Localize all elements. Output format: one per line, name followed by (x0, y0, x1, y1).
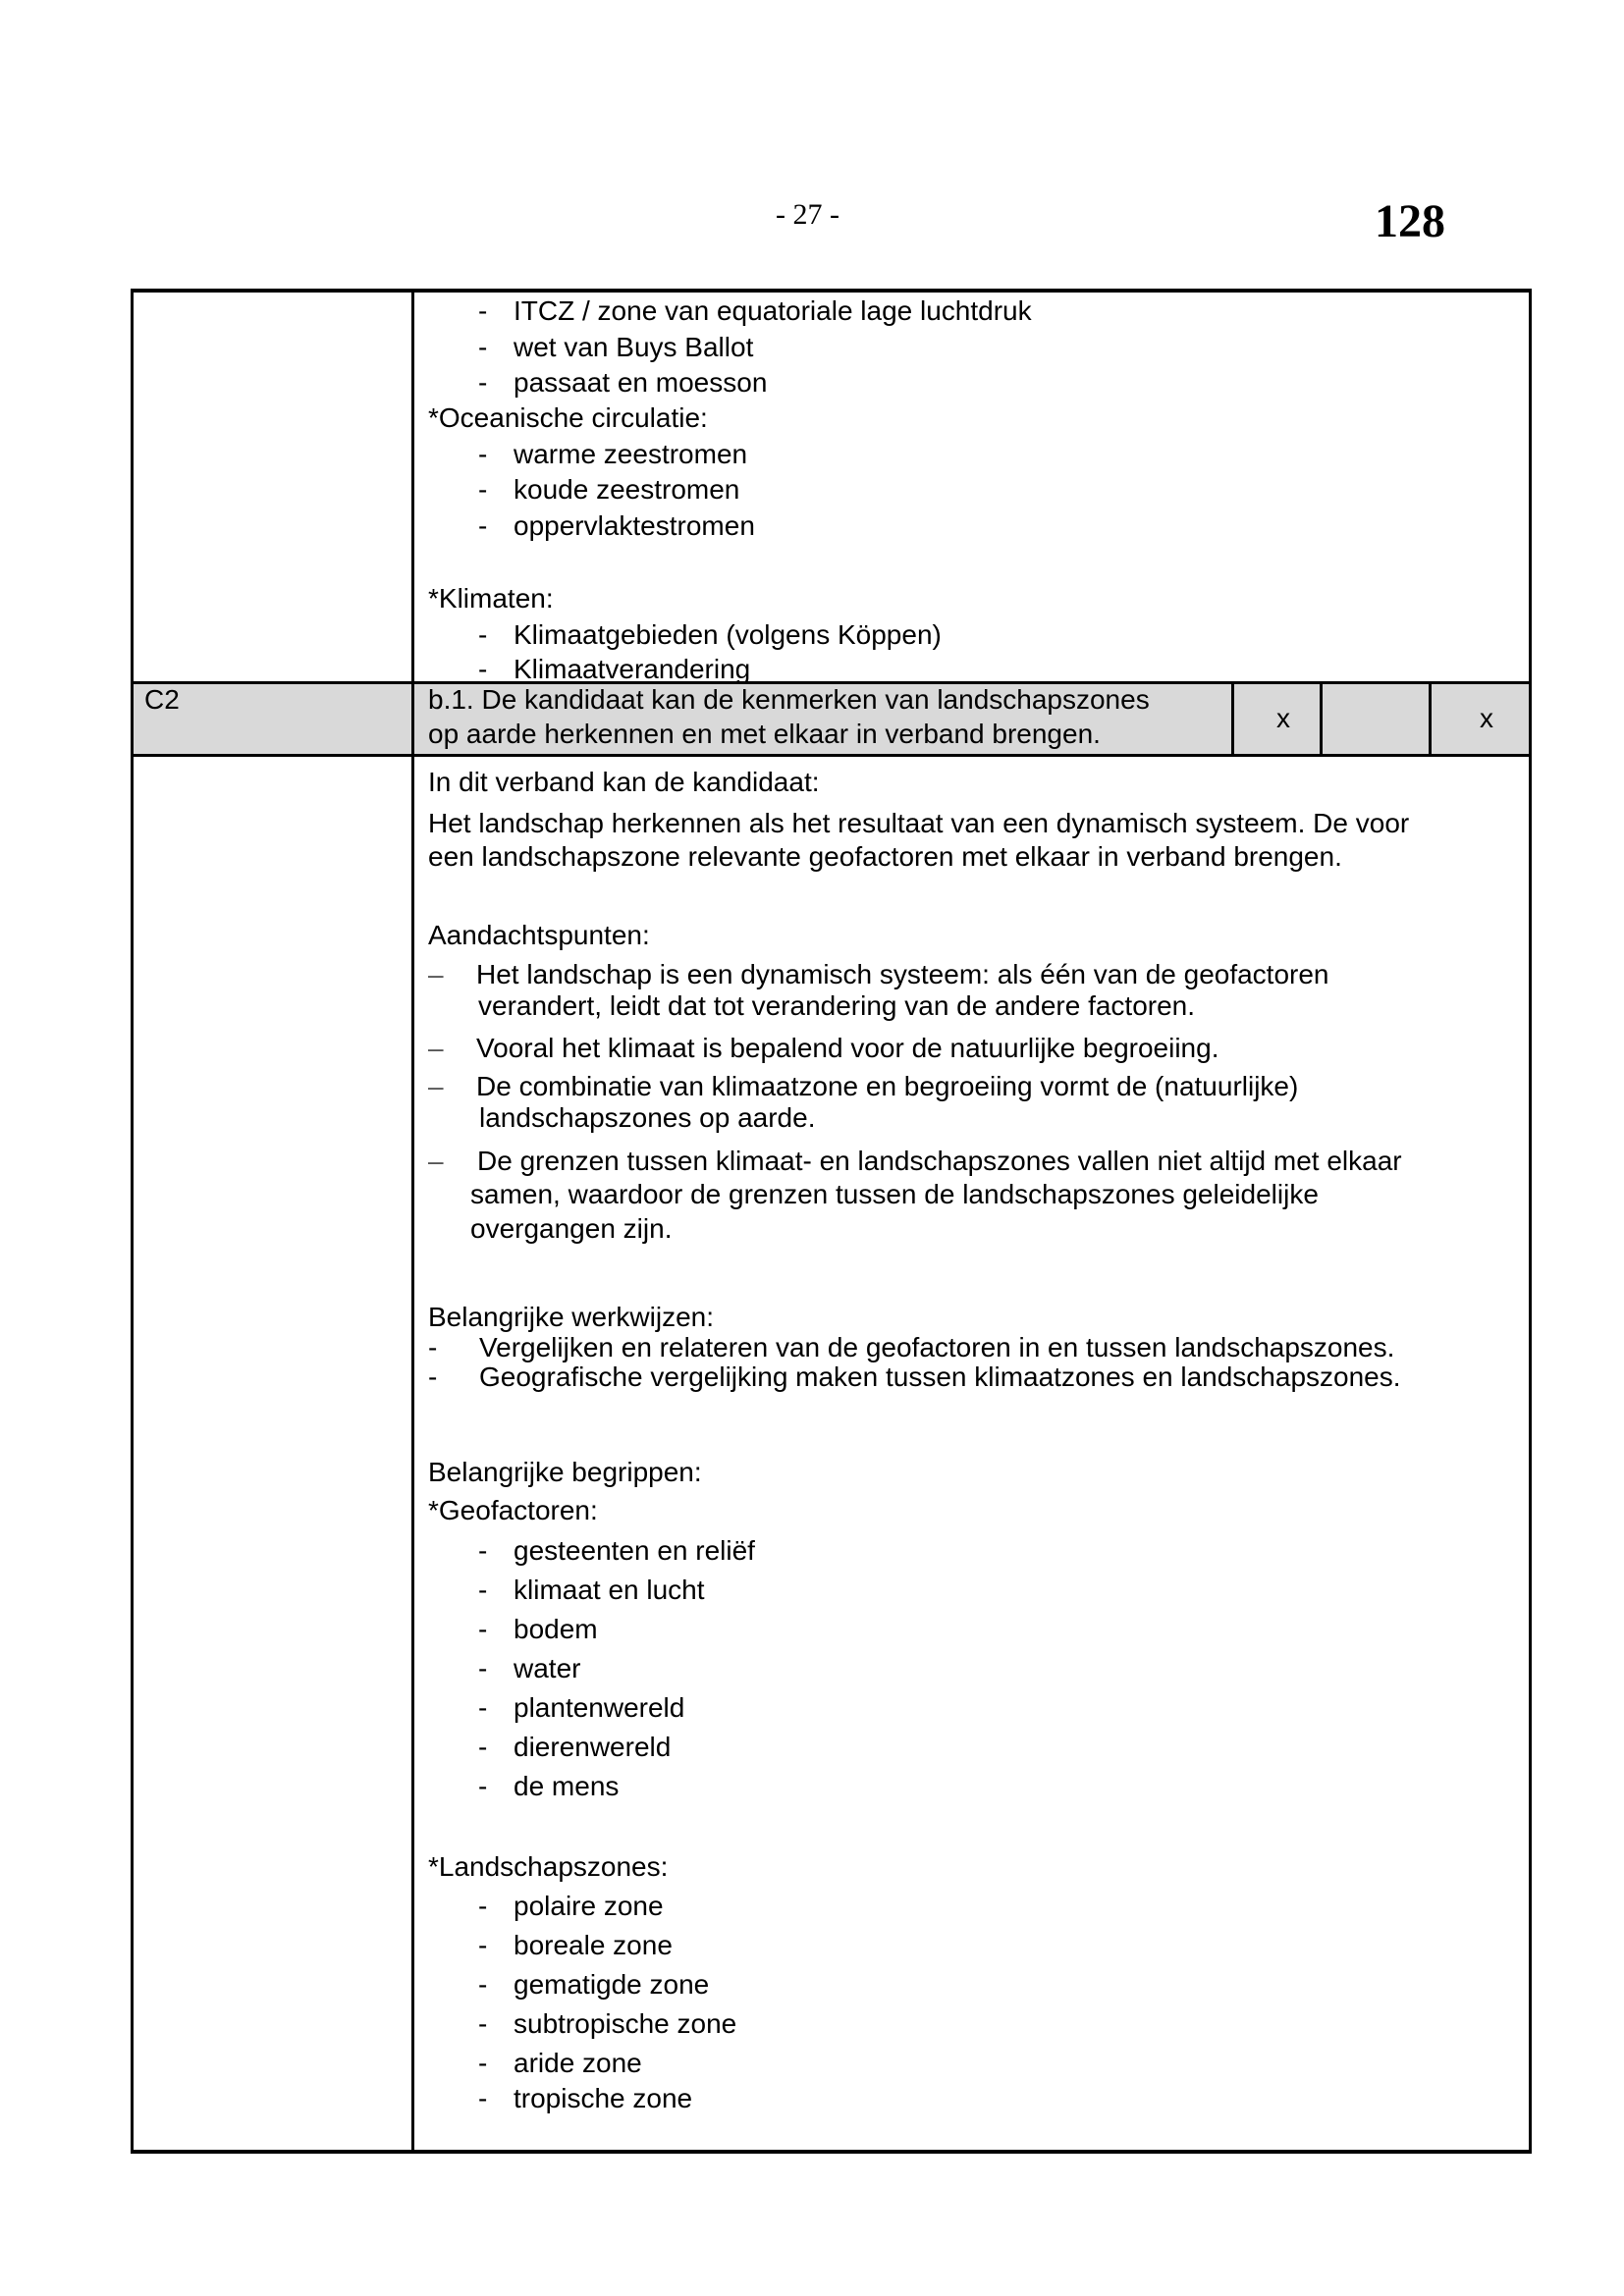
en-dash-bullet: – (428, 1071, 444, 1101)
bullet-dash: - (478, 1732, 488, 1762)
bullet-dash: - (478, 1969, 488, 2000)
intro-line: Het landschap herkennen als het resultaat van een dynamisch systeem. De voor (428, 808, 1410, 838)
list-item: Geografische vergelijking maken tussen klimaatzones en landschapszones. (479, 1362, 1401, 1392)
en-dash-bullet: – (428, 1146, 444, 1176)
list-item: water (514, 1653, 581, 1683)
bullet-dash: - (478, 474, 488, 505)
objective-description-line: op aarde herkennen en met elkaar in verband brengen. (428, 719, 1101, 749)
bullet-dash: - (478, 619, 488, 650)
bullet-dash: - (478, 367, 488, 398)
list-item: passaat en moesson (514, 367, 768, 398)
list-item: ITCZ / zone van equatoriale lage luchtdruk (514, 295, 1032, 326)
bullet-dash: - (478, 1535, 488, 1566)
bullet-dash: - (478, 332, 488, 362)
bullet-dash: - (478, 510, 488, 541)
bullet-dash: - (478, 439, 488, 469)
bullet-dash: - (478, 1653, 488, 1683)
bullet-dash: - (478, 2008, 488, 2039)
bullet-dash: - (478, 1692, 488, 1723)
list-item: dierenwereld (514, 1732, 672, 1762)
en-dash-bullet: – (428, 959, 444, 989)
list-item: Klimaatgebieden (volgens Köppen) (514, 619, 942, 650)
en-dash-bullet: – (428, 1033, 444, 1063)
list-item-line: Vooral het klimaat is bepalend voor de natuurlijke begroeiing. (476, 1033, 1219, 1063)
column-divider (411, 289, 414, 2154)
list-item-line: De combinatie van klimaatzone en begroeiing vormt de (natuurlijke) (476, 1071, 1299, 1101)
bullet-dash: - (478, 1891, 488, 1921)
list-item: tropische zone (514, 2083, 693, 2113)
section-heading: *Landschapszones: (428, 1851, 669, 1882)
list-item: bodem (514, 1614, 598, 1644)
list-item: boreale zone (514, 1930, 673, 1960)
section-heading: *Oceanische circulatie: (428, 402, 708, 433)
list-item: Klimaatverandering (514, 654, 751, 684)
list-item-line: samen, waardoor de grenzen tussen de landschapszones geleidelijke (470, 1179, 1319, 1209)
list-item: subtropische zone (514, 2008, 737, 2039)
list-item: de mens (514, 1771, 620, 1801)
bullet-dash: - (428, 1362, 438, 1392)
table-right-border (1529, 289, 1532, 2154)
bullet-dash: - (428, 1332, 438, 1362)
bullet-dash: - (478, 2048, 488, 2078)
list-item: koude zeestromen (514, 474, 740, 505)
mark-column-divider (1429, 681, 1432, 756)
section-heading: *Klimaten: (428, 583, 554, 614)
list-item: aride zone (514, 2048, 642, 2078)
list-item: plantenwereld (514, 1692, 685, 1723)
bullet-dash: - (478, 1575, 488, 1605)
intro-label: In dit verband kan de kandidaat: (428, 767, 820, 797)
list-item-line: verandert, leidt dat tot verandering van de andere factoren. (478, 990, 1196, 1021)
list-item: polaire zone (514, 1891, 664, 1921)
list-item: gematigde zone (514, 1969, 710, 2000)
list-item-line: De grenzen tussen klimaat- en landschapszones vallen niet altijd met elkaar (477, 1146, 1402, 1176)
page-number: - 27 - (776, 198, 839, 231)
mark-column-divider (1320, 681, 1323, 756)
list-item-line: Het landschap is een dynamisch systeem: als één van de geofactoren (476, 959, 1329, 989)
table-bottom-border (131, 2150, 1532, 2154)
list-item: oppervlaktestromen (514, 510, 755, 541)
aandachtspunten-label: Aandachtspunten: (428, 920, 650, 950)
list-item: warme zeestromen (514, 439, 748, 469)
list-item: wet van Buys Ballot (514, 332, 754, 362)
bullet-dash: - (478, 295, 488, 326)
list-item: Vergelijken en relateren van de geofactoren in en tussen landschapszones. (479, 1332, 1395, 1362)
table-top-border (131, 289, 1532, 293)
section-heading: *Geofactoren: (428, 1495, 598, 1525)
bullet-dash: - (478, 1771, 488, 1801)
objective-code: C2 (144, 684, 180, 715)
bullet-dash: - (478, 654, 488, 684)
bullet-dash: - (478, 1930, 488, 1960)
objective-description-line: b.1. De kandidaat kan de kenmerken van landschapszones (428, 684, 1150, 715)
bullet-dash: - (478, 1614, 488, 1644)
table-left-border (131, 289, 134, 2154)
begrippen-label: Belangrijke begrippen: (428, 1457, 702, 1487)
list-item: klimaat en lucht (514, 1575, 705, 1605)
list-item-line: overgangen zijn. (470, 1213, 673, 1244)
document-number: 128 (1375, 195, 1445, 247)
mark-column-divider (1231, 681, 1234, 756)
list-item: gesteenten en reliëf (514, 1535, 755, 1566)
bullet-dash: - (478, 2083, 488, 2113)
werkwijzen-label: Belangrijke werkwijzen: (428, 1302, 715, 1332)
list-item-line: landschapszones op aarde. (479, 1102, 816, 1133)
intro-line: een landschapszone relevante geofactoren met elkaar in verband brengen. (428, 841, 1342, 872)
